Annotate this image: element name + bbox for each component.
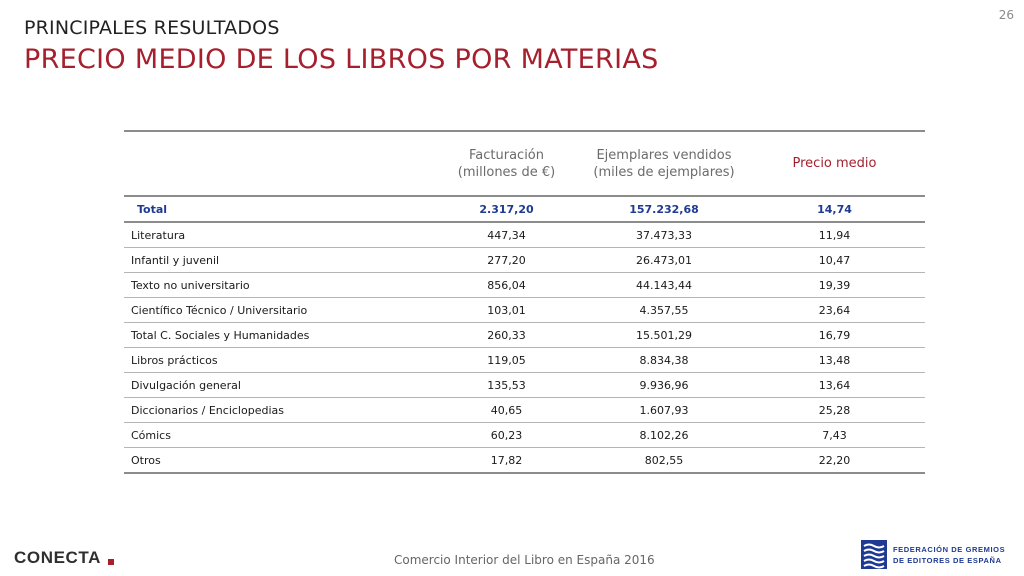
cell-precio: 13,64 xyxy=(744,373,925,398)
cell-facturacion: 17,82 xyxy=(429,448,584,474)
cell-precio: 23,64 xyxy=(744,298,925,323)
cell-ejemplares: 8.834,38 xyxy=(584,348,744,373)
cell-facturacion: 119,05 xyxy=(429,348,584,373)
row-label: Infantil y juvenil xyxy=(124,248,429,273)
header-facturacion-line1: Facturación xyxy=(469,147,544,163)
row-label: Científico Técnico / Universitario xyxy=(124,298,429,323)
cell-precio: 13,48 xyxy=(744,348,925,373)
header-ejemplares xyxy=(584,131,744,196)
federacion-logo-text xyxy=(893,544,1005,566)
federacion-line2: DE EDITORES DE ESPAÑA xyxy=(893,556,1002,565)
conecta-logo-dot xyxy=(108,559,114,565)
header-precio-line1: Precio medio xyxy=(792,156,877,171)
cell-ejemplares: 9.936,96 xyxy=(584,373,744,398)
cell-facturacion: 60,23 xyxy=(429,423,584,448)
conecta-logo: CONECTA xyxy=(14,548,101,567)
cell-facturacion: 103,01 xyxy=(429,298,584,323)
cell-ejemplares: 4.357,55 xyxy=(584,298,744,323)
cell-ejemplares: 802,55 xyxy=(584,448,744,474)
cell-facturacion: 260,33 xyxy=(429,323,584,348)
cell-ejemplares: 44.143,44 xyxy=(584,273,744,298)
table-row xyxy=(124,373,925,398)
header-ejemplares-line2: (miles de ejemplares) xyxy=(593,164,735,180)
price-table xyxy=(124,130,925,474)
cell-facturacion: 277,20 xyxy=(429,248,584,273)
cell-precio: 10,47 xyxy=(744,248,925,273)
row-label: Cómics xyxy=(124,423,429,448)
cell-precio: 7,43 xyxy=(744,423,925,448)
header-facturacion xyxy=(429,131,584,196)
table-row xyxy=(124,273,925,298)
cell-precio: 16,79 xyxy=(744,323,925,348)
cell-precio: 14,74 xyxy=(744,196,925,222)
cell-ejemplares: 1.607,93 xyxy=(584,398,744,423)
row-label: Total xyxy=(124,196,429,222)
cell-facturacion: 856,04 xyxy=(429,273,584,298)
row-label: Otros xyxy=(124,448,429,474)
cell-facturacion: 2.317,20 xyxy=(429,196,584,222)
cell-precio: 19,39 xyxy=(744,273,925,298)
row-label: Divulgación general xyxy=(124,373,429,398)
page-title: PRECIO MEDIO DE LOS LIBROS POR MATERIAS xyxy=(24,44,659,75)
table-row xyxy=(124,323,925,348)
cell-precio: 11,94 xyxy=(744,222,925,248)
table-row xyxy=(124,448,925,474)
cell-ejemplares: 37.473,33 xyxy=(584,222,744,248)
cell-facturacion: 40,65 xyxy=(429,398,584,423)
cell-ejemplares: 26.473,01 xyxy=(584,248,744,273)
section-kicker: PRINCIPALES RESULTADOS xyxy=(24,17,280,39)
page-number: 26 xyxy=(998,8,1014,22)
table-row xyxy=(124,348,925,373)
table-row-total xyxy=(124,196,925,222)
footer-source: Comercio Interior del Libro en España 2016 xyxy=(394,553,655,567)
cell-precio: 25,28 xyxy=(744,398,925,423)
header-facturacion-line2: (millones de €) xyxy=(457,164,556,180)
header-ejemplares-line1: Ejemplares vendidos xyxy=(596,147,732,163)
table-row xyxy=(124,398,925,423)
cell-facturacion: 447,34 xyxy=(429,222,584,248)
table-row xyxy=(124,298,925,323)
table-header-row xyxy=(124,131,925,196)
cell-facturacion: 135,53 xyxy=(429,373,584,398)
row-label: Total C. Sociales y Humanidades xyxy=(124,323,429,348)
federacion-line1: FEDERACIÓN DE GREMIOS xyxy=(893,545,1006,554)
cell-ejemplares: 157.232,68 xyxy=(584,196,744,222)
row-label: Diccionarios / Enciclopedias xyxy=(124,398,429,423)
row-label: Texto no universitario xyxy=(124,273,429,298)
cell-precio: 22,20 xyxy=(744,448,925,474)
table-row xyxy=(124,423,925,448)
table-row xyxy=(124,222,925,248)
header-category xyxy=(124,131,429,196)
cell-ejemplares: 15.501,29 xyxy=(584,323,744,348)
row-label: Libros prácticos xyxy=(124,348,429,373)
table-row xyxy=(124,248,925,273)
cell-ejemplares: 8.102,26 xyxy=(584,423,744,448)
federacion-emblem-icon xyxy=(861,540,887,569)
row-label: Literatura xyxy=(124,222,429,248)
header-precio-medio xyxy=(744,131,925,196)
